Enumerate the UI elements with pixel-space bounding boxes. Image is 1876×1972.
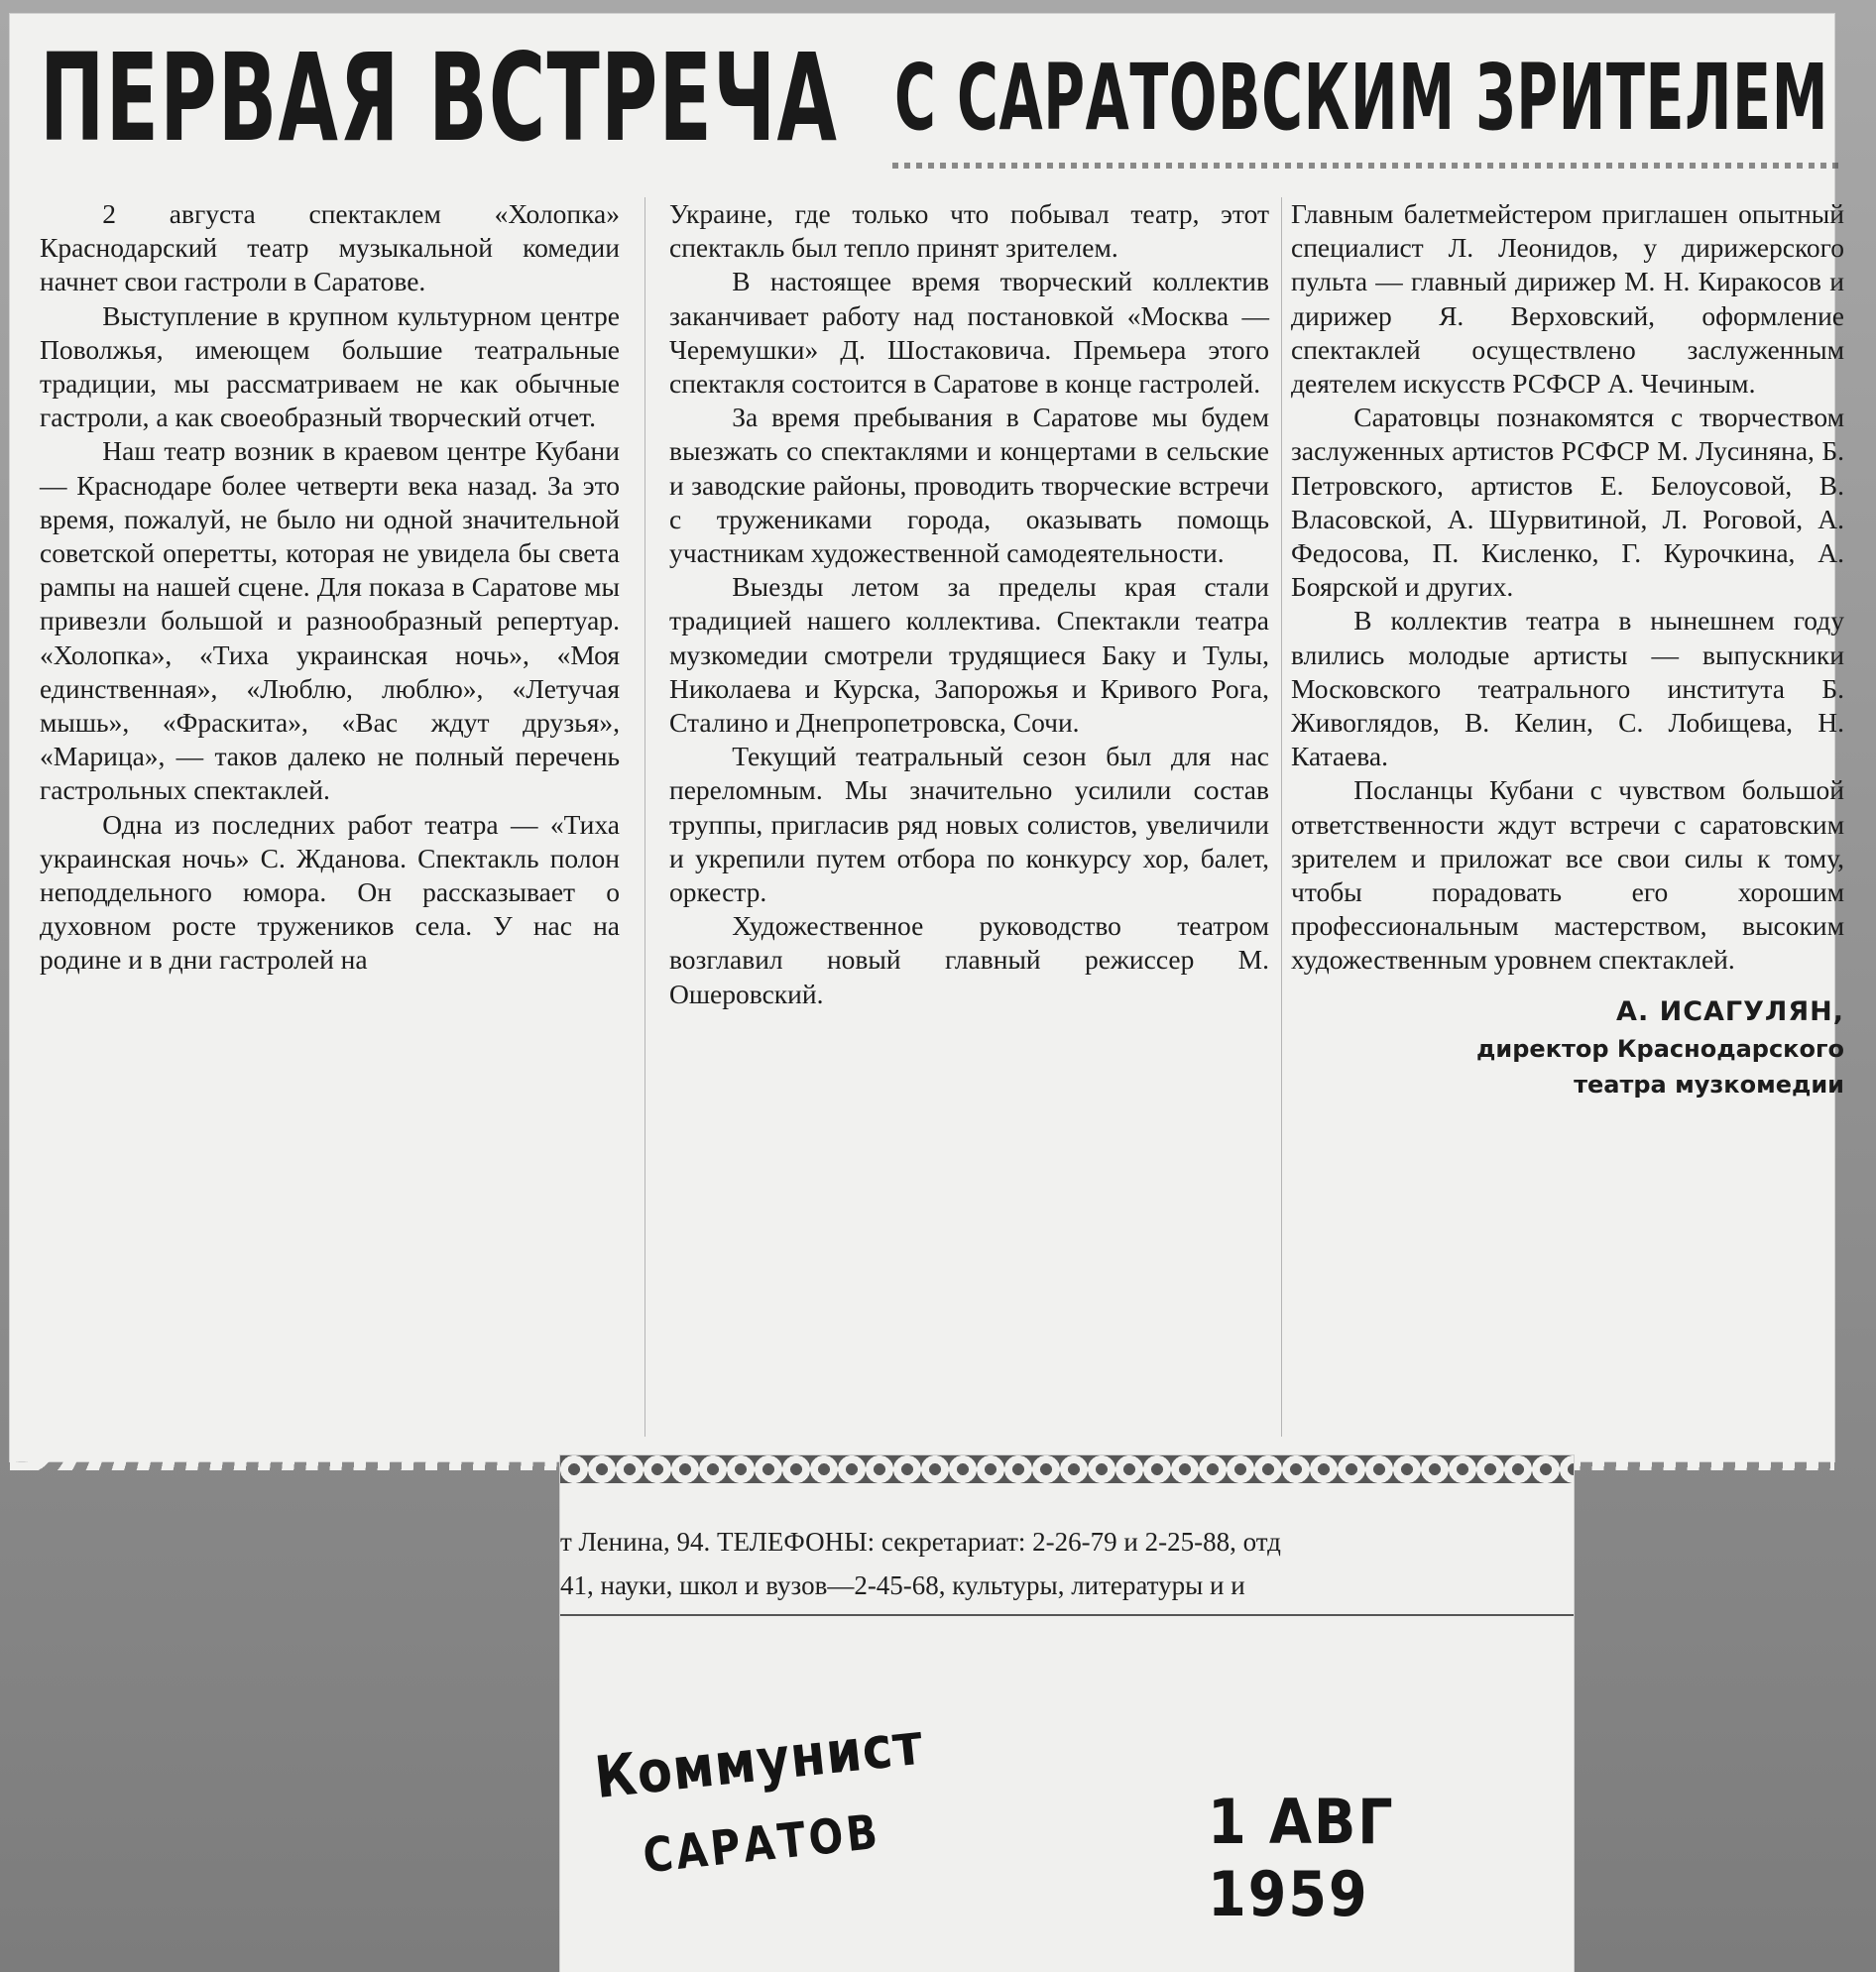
- column-divider: [1281, 197, 1282, 1437]
- masthead-rule: [560, 1614, 1574, 1616]
- paragraph: Художественное руководство театром возглавил новый главный режиссер М. Ошеровский.: [669, 910, 1269, 1009]
- paragraph: Наш театр возник в краевом центре Кубани — Краснодаре более четверти века назад. За это время, пожалуй, не было ни одной значительной советской оперетты, которая не увидела бы света рампы на нашей сцене. Для показа в Саратове мы привезли большой и разнообразный репертуар. «Холопка», «Тиха украинская ночь», «Моя единственная», «Люблю, люблю», «Летучая мышь», «Фраскита», «Вас ждут друзья», «Марица», — таков далеко не полный перечень гастрольных спектаклей.: [40, 435, 620, 806]
- stamp-city: САРАТОВ: [640, 1803, 883, 1885]
- paragraph: Посланцы Кубани с чувством большой ответственности ждут встречи с саратовским зрителем и приложат все свои силы к тому, чтобы порадовать его хорошим профессиональным мастерством, высоким художественным уровнем спектаклей.: [1291, 774, 1844, 976]
- column-2: [669, 197, 1269, 1011]
- column-1: [40, 197, 620, 978]
- date-stamp: 1 АВГ 1959: [1208, 1786, 1395, 1930]
- author-title-line-2: театра музкомедии: [1574, 1070, 1844, 1099]
- newspaper-stamp: [592, 1703, 1005, 1922]
- paragraph: Выезды летом за пределы края стали традицией нашего коллектива. Спектакли театра музкомедии смотрели трудящиеся Баку и Тулы, Николаева и Курска, Запорожья и Кривого Рога, Сталино и Днепропетровска, Сочи.: [669, 571, 1269, 739]
- paragraph: 2 августа спектаклем «Холопка» Краснодарский театр музыкальной комедии начнет свои гастроли в Саратове.: [40, 198, 620, 297]
- paragraph-continued: Главным балетмейстером приглашен опытный специалист Л. Леонидов, у дирижерского пульта — главный дирижер М. Н. Киракосов и дирижер Я. Верховский, оформление спектаклей осуществлено заслуженным деятелем искусств РСФСР А. Чечиным.: [1291, 198, 1844, 400]
- headline-underline: [892, 163, 1844, 169]
- author-title-line-1: директор Краснодарского: [1476, 1034, 1844, 1063]
- paragraph: В коллектив театра в нынешнем году влились молодые артисты — выпускники Московского театрального института Б. Живоглядов, В. Келин, С. Лобищева, Н. Катаева.: [1291, 605, 1844, 772]
- headline: [40, 24, 1829, 173]
- wavy-rule: [560, 1455, 1574, 1483]
- paragraph: В настоящее время творческий коллектив заканчивает работу над постановкой «Москва — Черемушки» Д. Шостаковича. Премьера этого спектакля состоится в Саратове в конце гастролей.: [669, 266, 1269, 400]
- column-3: [1291, 197, 1844, 1101]
- paragraph: Текущий театральный сезон был для нас переломным. Мы значительно усилили состав труппы, пригласив ряд новых солистов, увеличили и укрепили путем отбора по конкурсу хор, балет, оркестр.: [669, 741, 1269, 908]
- headline-sub: С САРАТОВСКИМ ЗРИТЕЛЕМ: [894, 45, 1829, 151]
- stamp-newspaper-name: Коммунист: [591, 1709, 927, 1812]
- paragraph: Одна из последних работ театра — «Тиха украинская ночь» С. Жданова. Спектакль полон неподдельного юмора. Он рассказывает о духовном росте тружеников села. У нас на родине и в дни гастролей на: [40, 808, 620, 976]
- paragraph: За время пребывания в Саратове мы будем выезжать со спектаклями и концертами в сельские и заводские районы, проводить творческие встречи с тружениками города, оказывать помощь участникам художественной самодеятельности.: [669, 402, 1269, 569]
- author-name: А. ИСАГУЛЯН,: [1616, 995, 1844, 1027]
- headline-main: ПЕРВАЯ ВСТРЕЧА: [40, 28, 839, 169]
- masthead-line-2: 41, науки, школ и вузов—2-45-68, культуры, литературы и и: [560, 1570, 1245, 1600]
- article-columns: [40, 197, 1844, 1456]
- paragraph: Выступление в крупном культурном центре Поволжья, имеющем большие театральные традиции, мы рассматриваем не как обычные гастроли, а как своеобразный творческий отчет.: [40, 299, 620, 433]
- masthead-line-1: т Ленина, 94. ТЕЛЕФОНЫ: секретариат: 2-26-79 и 2-25-88, отд: [560, 1527, 1281, 1557]
- article-clipping: [10, 14, 1844, 1461]
- paragraph: Саратовцы познакомятся с творчеством заслуженных артистов РСФСР М. Лусиняна, Б. Петровского, артистов Е. Белоусовой, В. Власовской, А. Шурвитиной, Л. Роговой, А. Федосова, П. Кисленко, Г. Курочкина, А. Боярской и других.: [1291, 402, 1844, 603]
- paragraph-continued: Украине, где только что побывал театр, этот спектакль был тепло принят зрителем.: [669, 198, 1269, 264]
- masthead-clipping: [560, 1455, 1574, 1972]
